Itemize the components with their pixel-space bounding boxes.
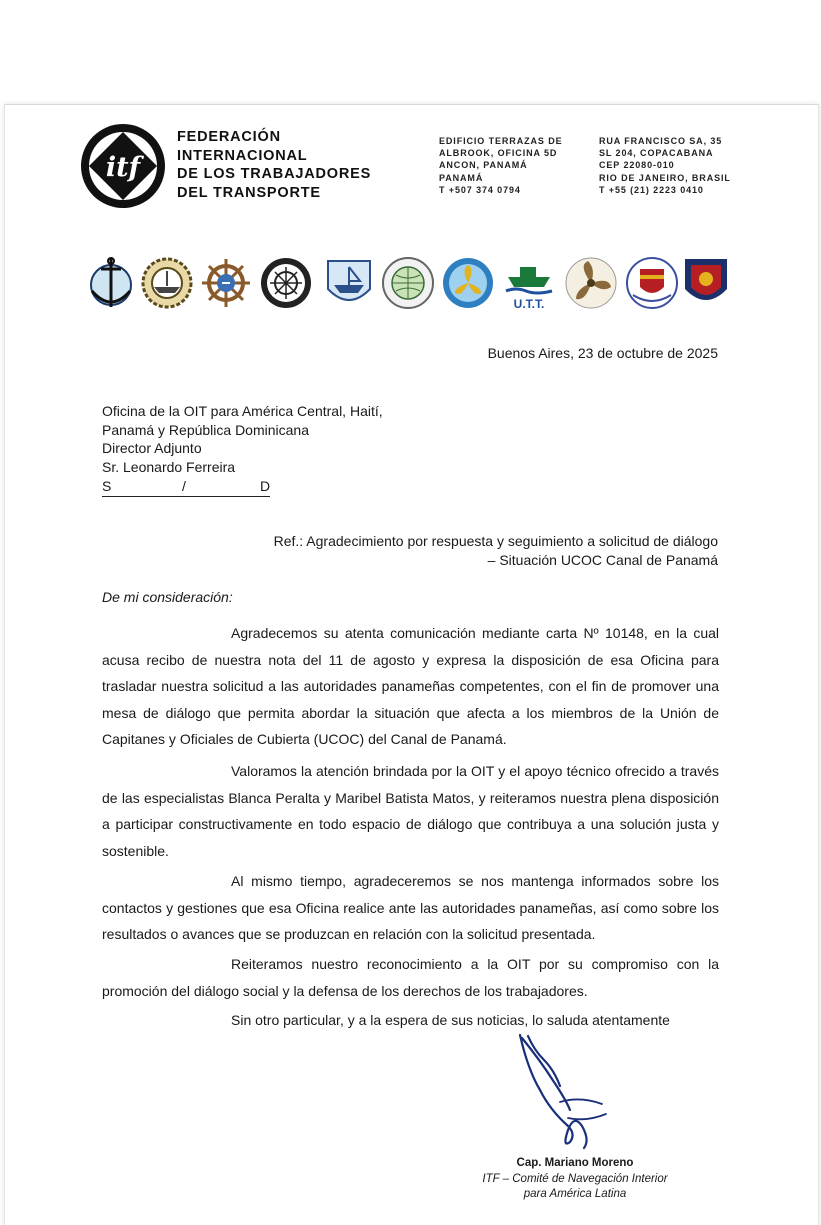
closing-paragraph: Sin otro particular, y a la espera de sus noticias, lo saluda atentamente <box>231 1012 670 1028</box>
sailor-crest-emblem-icon <box>322 255 376 311</box>
body-paragraph: Reiteramos nuestro reconocimiento a la OIT por su compromiso con la promoción del diálogo social y la defensa de los derechos de los trabajadores. <box>102 956 719 999</box>
sd-slash: / <box>182 478 186 494</box>
recipient-line: Director Adjunto <box>102 440 202 456</box>
sd-letter-d: D <box>260 478 271 494</box>
propeller-emblem-icon <box>441 255 495 311</box>
signature-block <box>475 1156 675 1203</box>
signer-role: ITF – Comité de Navegación Interior <box>482 1172 668 1185</box>
address-brasil <box>599 135 731 196</box>
organization-name <box>177 128 371 202</box>
address-line: RUA FRANCISCO SA, 35 <box>599 136 723 146</box>
org-line: DE LOS TRABAJADORES <box>177 166 372 182</box>
su-despacho-line <box>102 478 270 497</box>
org-line: INTERNACIONAL <box>177 147 308 164</box>
globe-union-emblem-icon <box>381 255 435 311</box>
itf-logo <box>78 121 168 211</box>
handwritten-signature <box>510 1030 620 1160</box>
address-phone: T +55 (21) 2223 0410 <box>599 184 704 195</box>
ship-wheel-gear-emblem-icon <box>140 255 194 311</box>
address-phone: T +507 374 0794 <box>439 184 521 195</box>
utt-ship-emblem-icon <box>502 255 556 311</box>
body-paragraph: Valoramos la atención brindada por la OIT y el apoyo técnico ofrecido a través de las especialistas Blanca Peralta y Maribel Batista Matos, y reiteramos nuestra plena disposición a participar constructivamente en todo espacio de diálogo que contribuya a una solución justa y sostenible. <box>102 763 719 859</box>
address-line: ALBROOK, OFICINA 5D <box>439 148 558 159</box>
org-line: DEL TRANSPORTE <box>177 184 321 201</box>
reference-block <box>274 532 718 570</box>
sd-letter-s: S <box>102 478 112 494</box>
reference-line: Ref.: Agradecimiento por respuesta y seguimiento a solicitud de diálogo <box>273 533 718 549</box>
address-panama <box>439 135 563 196</box>
recipient-block <box>102 402 383 476</box>
salutation: De mi consideración: <box>102 589 233 605</box>
shield-eagle-emblem-icon <box>625 255 679 311</box>
body-paragraph: Al mismo tiempo, agradeceremos se nos mantenga informados sobre los contactos y gestiones que esa Oficina realice ante las autoridades panameñas, así como sobre los resultados o avances que se produzcan en relación con la solicitud presentada. <box>102 873 719 942</box>
propeller-blade-emblem-icon <box>564 255 618 311</box>
address-line: EDIFICIO TERRAZAS DE <box>439 136 563 146</box>
letter-page <box>4 104 819 1225</box>
address-line: ANCON, PANAMÁ <box>439 160 528 171</box>
navy-shield-emblem-icon <box>679 255 733 311</box>
address-line: SL 204, COPACABANA <box>599 148 714 159</box>
helm-wheel-emblem-icon <box>199 255 253 311</box>
itf-logo-text: itf <box>105 152 141 183</box>
letter-date: Buenos Aires, 23 de octubre de 2025 <box>487 345 718 361</box>
recipient-line: Panamá y República Dominicana <box>102 421 309 438</box>
anchor-emblem-icon <box>84 255 138 311</box>
org-line: FEDERACIÓN <box>177 129 281 145</box>
signer-name: Cap. Mariano Moreno <box>516 1157 634 1169</box>
address-line: PANAMÁ <box>439 172 484 183</box>
utt-label: U.T.T. <box>513 297 545 311</box>
reference-line: – Situación UCOC Canal de Panamá <box>487 552 718 568</box>
signer-role: para América Latina <box>523 1188 627 1200</box>
captain-wheel-emblem-icon <box>259 255 313 311</box>
body-paragraph: Agradecemos su atenta comunicación mediante carta Nº 10148, en la cual acusa recibo de nuestra nota del 11 de agosto y expresa la disposición de esa Oficina para trasladar nuestra solicitud a las autoridades panameñas competentes, con el fin de promover una mesa de diálogo que permita abordar la situación que afecta a los miembros de la Unión de Capitanes y Oficiales de Cubierta (UCOC) del Canal de Panamá. <box>102 625 719 747</box>
recipient-line: Oficina de la OIT para América Central, Haití, <box>102 403 383 419</box>
union-emblems-row <box>84 255 744 317</box>
address-line: CEP 22080-010 <box>599 160 675 171</box>
recipient-line: Sr. Leonardo Ferreira <box>102 458 236 475</box>
address-line: RIO DE JANEIRO, BRASIL <box>599 172 731 183</box>
